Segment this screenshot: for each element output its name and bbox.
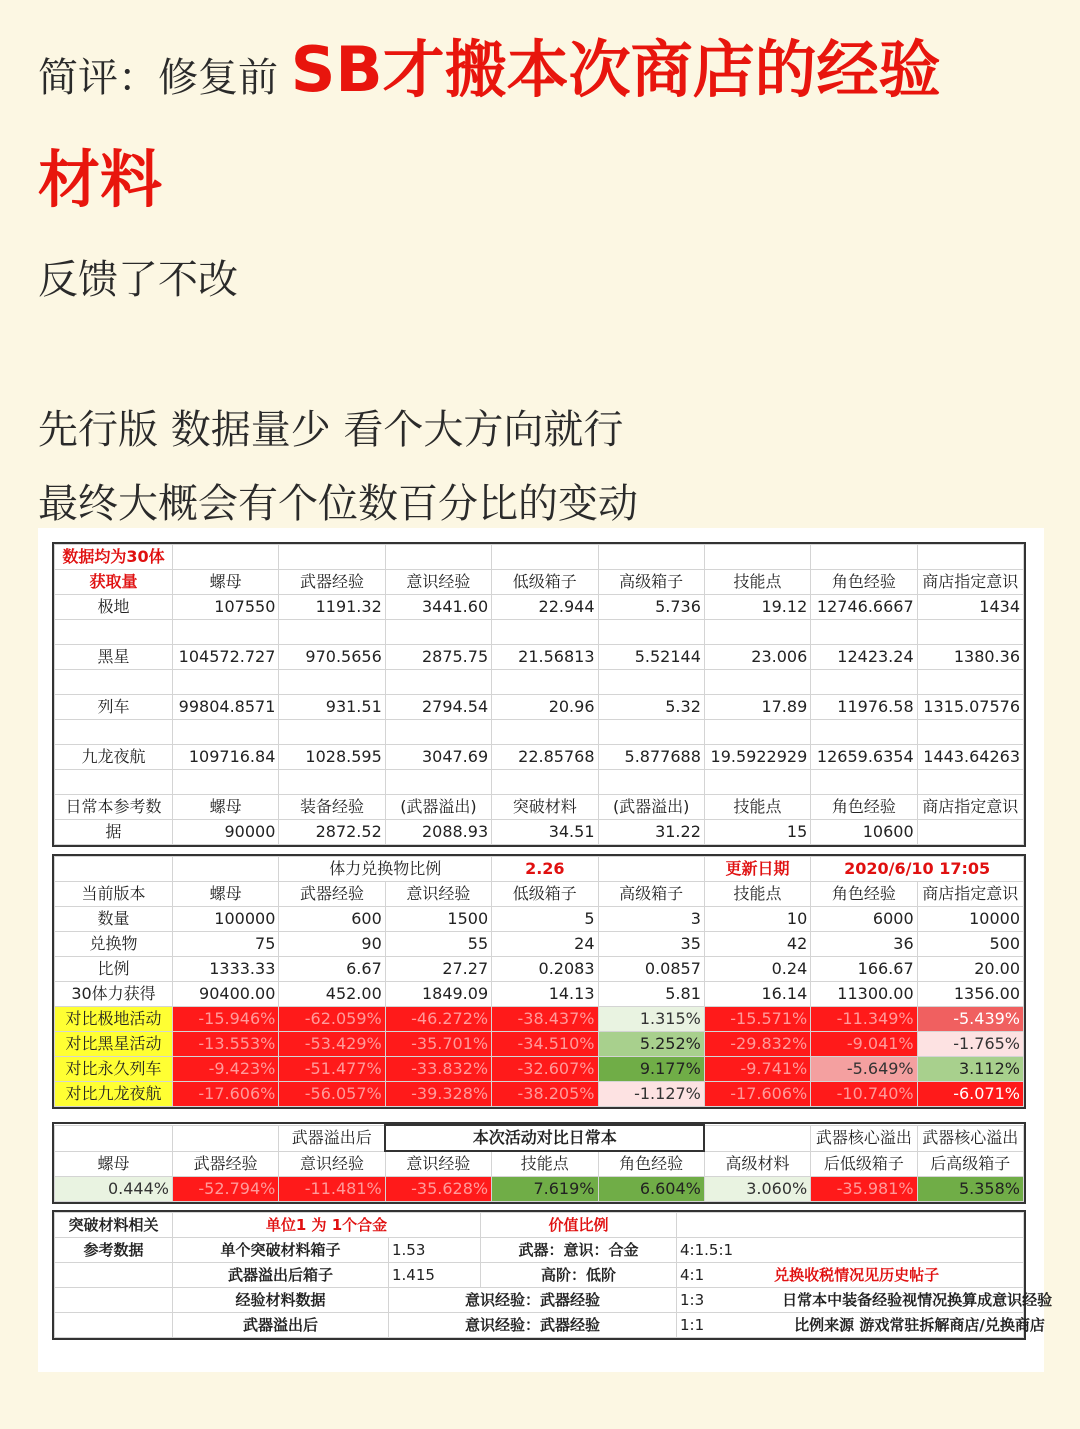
table-cell: 34.51	[492, 820, 598, 845]
table-cell: 黑星	[55, 645, 173, 670]
update-value: 2020/6/10 17:05	[811, 857, 1024, 882]
table-cell: 对比黑星活动	[55, 1032, 173, 1057]
table-cell: 90	[279, 932, 385, 957]
table-cell: 24	[492, 932, 598, 957]
table-cell: 7.619%	[492, 1177, 598, 1202]
table-cell: -35.628%	[385, 1177, 491, 1202]
compare-title: 本次活动对比日常本	[385, 1125, 704, 1151]
table-cell: 6.604%	[598, 1177, 704, 1202]
table-cell: 100000	[173, 907, 279, 932]
update-label: 更新日期	[704, 857, 810, 882]
table-cell: 600	[279, 907, 385, 932]
table-cell: 0.24	[704, 957, 810, 982]
table-cell: 0.0857	[598, 957, 704, 982]
table-cell: 21.56813	[492, 645, 598, 670]
table-cell: 6.67	[279, 957, 385, 982]
table-cell: -10.740%	[811, 1082, 917, 1107]
t1-daily-values-row	[55, 820, 1024, 845]
table-cell	[917, 720, 1023, 745]
table-cell: 价值比例	[481, 1213, 677, 1238]
table-cell: 30体力获得	[55, 982, 173, 1007]
table-cell: 1191.32	[279, 595, 385, 620]
table-cell	[598, 770, 704, 795]
table-cell	[385, 770, 491, 795]
table-cell	[55, 1263, 173, 1288]
table-cell: -11.349%	[811, 1007, 917, 1032]
table-cell: 27.27	[385, 957, 491, 982]
table-cell: 15	[704, 820, 810, 845]
table-cell: -32.607%	[492, 1057, 598, 1082]
table-cell	[279, 720, 385, 745]
table-cell: -1.765%	[917, 1032, 1023, 1057]
table-cell: 螺母	[173, 795, 279, 820]
table-cell: 2875.75	[385, 645, 491, 670]
table-cell	[811, 620, 917, 645]
table-cell	[279, 620, 385, 645]
table-cell	[598, 670, 704, 695]
table-cell: 20.96	[492, 695, 598, 720]
table-cell: 1.315%	[598, 1007, 704, 1032]
table-cell: -35.981%	[811, 1177, 917, 1202]
table-cell: 高级材料	[704, 1151, 810, 1177]
table-cell: 技能点	[704, 882, 810, 907]
table-cell	[55, 770, 173, 795]
table-cell	[811, 770, 917, 795]
table-cell: -51.477%	[279, 1057, 385, 1082]
table-cell: 武器溢出后	[173, 1313, 389, 1338]
table-cell	[492, 670, 598, 695]
table-cell: 日常本参考数	[55, 795, 173, 820]
comment-line-5: 最终大概会有个位数百分比的变动	[38, 481, 638, 527]
table-cell: 比例	[55, 957, 173, 982]
compare-row	[55, 1032, 1024, 1057]
table-cell	[811, 545, 917, 570]
table-cell: 5	[492, 907, 598, 932]
table-cell: 3	[598, 907, 704, 932]
table-cell: 低级箱子	[492, 570, 598, 595]
table-cell	[598, 857, 704, 882]
table-cell	[279, 545, 385, 570]
table-cell: -6.071%	[917, 1082, 1023, 1107]
table-cell: 意识经验	[385, 570, 491, 595]
table-cell	[917, 820, 1023, 845]
table-cell: 23.006	[704, 645, 810, 670]
table-cell: 166.67	[811, 957, 917, 982]
table-cell	[811, 670, 917, 695]
table-cell: 104572.727	[173, 645, 279, 670]
table-cell: 3047.69	[385, 745, 491, 770]
table-cell: 高级箱子	[598, 882, 704, 907]
table-cell: 16.14	[704, 982, 810, 1007]
reference-table	[52, 1210, 1053, 1340]
table-cell: 意识经验：武器经验	[389, 1313, 677, 1338]
table-cell	[55, 670, 173, 695]
table-cell: 19.5922929	[704, 745, 810, 770]
table-row	[55, 745, 1024, 770]
table-cell	[385, 670, 491, 695]
table-cell	[598, 620, 704, 645]
comment-line-3: 反馈了不改	[38, 257, 238, 303]
table-cell: 参考数据	[55, 1238, 173, 1263]
table-cell	[55, 1125, 173, 1151]
table-cell	[173, 857, 279, 882]
table-cell: -5.439%	[917, 1007, 1023, 1032]
table-cell: -17.606%	[704, 1082, 810, 1107]
table-cell: 高级箱子	[598, 570, 704, 595]
table-cell: -38.437%	[492, 1007, 598, 1032]
table-cell: 970.5656	[279, 645, 385, 670]
table-cell: 5.736	[598, 595, 704, 620]
table-cell: 1356.00	[917, 982, 1023, 1007]
table-cell	[704, 620, 810, 645]
comment-prefix: 简评：修复前	[38, 55, 278, 101]
ratio-label: 体力兑换物比例	[279, 857, 492, 882]
table-cell: 500	[917, 932, 1023, 957]
table-cell: 对比极地活动	[55, 1007, 173, 1032]
table-cell: 9.177%	[598, 1057, 704, 1082]
current-version-table	[52, 854, 1026, 1109]
comment-highlight-2: 材料	[38, 143, 163, 216]
table-cell: -53.429%	[279, 1032, 385, 1057]
table-cell	[677, 1213, 1024, 1238]
table-cell: 螺母	[55, 1151, 173, 1177]
table-cell	[492, 720, 598, 745]
table-cell: 武器：意识：合金	[481, 1238, 677, 1263]
table-row	[55, 957, 1024, 982]
table-cell: 极地	[55, 595, 173, 620]
table-cell	[385, 720, 491, 745]
table-cell	[917, 670, 1023, 695]
table-cell	[55, 1288, 173, 1313]
table-cell: 12659.6354	[811, 745, 917, 770]
table-cell: 5.877688	[598, 745, 704, 770]
table-cell: 35	[598, 932, 704, 957]
table-cell: 经验材料数据	[173, 1288, 389, 1313]
table-cell: 装备经验	[279, 795, 385, 820]
table-cell: 4:1 兑换收税情况见历史帖子	[677, 1263, 1024, 1288]
table-cell	[492, 770, 598, 795]
table-cell: -33.832%	[385, 1057, 491, 1082]
table-cell: 20.00	[917, 957, 1023, 982]
event-yield-table	[52, 542, 1026, 847]
table-row	[55, 645, 1024, 670]
table-cell: -62.059%	[279, 1007, 385, 1032]
table-cell	[704, 720, 810, 745]
table-cell: 4:1.5:1	[677, 1238, 1024, 1263]
compare-row	[55, 1007, 1024, 1032]
table-cell	[55, 720, 173, 745]
table-cell: 1333.33	[173, 957, 279, 982]
table-cell: 5.358%	[917, 1177, 1023, 1202]
comment-line-4: 先行版 数据量少 看个大方向就行	[38, 407, 624, 453]
t2-header-row	[55, 882, 1024, 907]
table-row	[55, 595, 1024, 620]
table-row	[55, 907, 1024, 932]
table-cell: 武器核心溢出	[917, 1125, 1023, 1151]
table-cell: 1028.595	[279, 745, 385, 770]
t1-title: 数据均为30体	[55, 545, 173, 570]
table-cell: 技能点	[704, 795, 810, 820]
table-cell	[598, 545, 704, 570]
table-cell: 列车	[55, 695, 173, 720]
table-cell: 12423.24	[811, 645, 917, 670]
table-cell	[279, 770, 385, 795]
table-cell	[917, 545, 1023, 570]
table-cell	[704, 770, 810, 795]
table-cell	[173, 670, 279, 695]
table-cell: 意识经验	[385, 1151, 491, 1177]
table-cell	[917, 620, 1023, 645]
daily-compare-table	[52, 1122, 1026, 1204]
table-cell: 75	[173, 932, 279, 957]
table-cell: 技能点	[704, 570, 810, 595]
table-row	[55, 932, 1024, 957]
t1-header-row	[55, 570, 1024, 595]
table-cell: 后高级箱子	[917, 1151, 1023, 1177]
table-cell: 商店指定意识	[917, 570, 1023, 595]
comment-line-1	[38, 20, 941, 109]
table-cell: 6000	[811, 907, 917, 932]
table-cell: 单位1 为 1个合金	[173, 1213, 481, 1238]
table-cell: -9.423%	[173, 1057, 279, 1082]
table-cell	[811, 720, 917, 745]
table-cell: -39.328%	[385, 1082, 491, 1107]
table-cell: 1.415	[389, 1263, 481, 1288]
table-cell: -5.649%	[811, 1057, 917, 1082]
table-cell: 九龙夜航	[55, 745, 173, 770]
spreadsheet-image	[38, 528, 1053, 1372]
table-cell: 10000	[917, 907, 1023, 932]
table-cell: 兑换物	[55, 932, 173, 957]
table-cell: 5.81	[598, 982, 704, 1007]
table-cell: 1849.09	[385, 982, 491, 1007]
table-cell	[492, 620, 598, 645]
table-cell: 3.060%	[704, 1177, 810, 1202]
table-cell: 对比永久列车	[55, 1057, 173, 1082]
table-cell: 5.52144	[598, 645, 704, 670]
table-cell	[173, 770, 279, 795]
table-cell: -56.057%	[279, 1082, 385, 1107]
table-cell: 10	[704, 907, 810, 932]
table-cell	[917, 770, 1023, 795]
table-cell: 角色经验	[811, 882, 917, 907]
table-cell: -35.701%	[385, 1032, 491, 1057]
table-cell: 商店指定意识	[917, 882, 1023, 907]
table-cell	[55, 1313, 173, 1338]
table-cell: 获取量	[55, 570, 173, 595]
table-cell: 数量	[55, 907, 173, 932]
table-cell	[492, 545, 598, 570]
t1-daily-header-row	[55, 795, 1024, 820]
table-cell: -11.481%	[279, 1177, 385, 1202]
table-cell	[704, 545, 810, 570]
compare-row	[55, 1057, 1024, 1082]
table-cell: 109716.84	[173, 745, 279, 770]
table-cell	[55, 620, 173, 645]
table-cell: -9.041%	[811, 1032, 917, 1057]
table-cell	[385, 620, 491, 645]
table-cell: 武器经验	[173, 1151, 279, 1177]
table-cell: -34.510%	[492, 1032, 598, 1057]
table-cell: 意识经验	[385, 882, 491, 907]
table-cell: 931.51	[279, 695, 385, 720]
table-cell: 高阶：低阶	[481, 1263, 677, 1288]
table-cell: 武器溢出后	[279, 1125, 385, 1151]
table-cell: -46.272%	[385, 1007, 491, 1032]
table-cell	[173, 545, 279, 570]
table-cell: 螺母	[173, 570, 279, 595]
table-cell: 2794.54	[385, 695, 491, 720]
table-cell: 武器经验	[279, 570, 385, 595]
table-cell: 后低级箱子	[811, 1151, 917, 1177]
table-cell: 1315.07576	[917, 695, 1023, 720]
table-cell: 107550	[173, 595, 279, 620]
table-cell: 1434	[917, 595, 1023, 620]
table-cell: 0.2083	[492, 957, 598, 982]
table-cell: -17.606%	[173, 1082, 279, 1107]
table-cell: -29.832%	[704, 1032, 810, 1057]
table-cell	[279, 670, 385, 695]
table-cell	[598, 720, 704, 745]
table-cell: 12746.6667	[811, 595, 917, 620]
table-cell: 意识经验：武器经验	[389, 1288, 677, 1313]
table-cell: -1.127%	[598, 1082, 704, 1107]
table-cell: -52.794%	[173, 1177, 279, 1202]
table-row	[55, 695, 1024, 720]
table-cell: 对比九龙夜航	[55, 1082, 173, 1107]
table-cell	[173, 720, 279, 745]
table-cell: 14.13	[492, 982, 598, 1007]
table-cell: 技能点	[492, 1151, 598, 1177]
table-cell: 19.12	[704, 595, 810, 620]
table-cell: 武器溢出后箱子	[173, 1263, 389, 1288]
table-cell: 3441.60	[385, 595, 491, 620]
table-cell: -13.553%	[173, 1032, 279, 1057]
table-row	[55, 982, 1024, 1007]
table-cell	[704, 1125, 810, 1151]
table-cell: 17.89	[704, 695, 810, 720]
table-cell: 11300.00	[811, 982, 917, 1007]
table-cell: 99804.8571	[173, 695, 279, 720]
t3-header-row	[55, 1151, 1024, 1177]
table-cell	[173, 620, 279, 645]
table-cell: 当前版本	[55, 882, 173, 907]
table-cell: 商店指定意识	[917, 795, 1023, 820]
table-cell: 11976.58	[811, 695, 917, 720]
table-cell: 36	[811, 932, 917, 957]
table-cell: 1:1 比例来源 游戏常驻拆解商店/兑换商店	[677, 1313, 1024, 1338]
table-cell: 90000	[173, 820, 279, 845]
table-cell: 1.53	[389, 1238, 481, 1263]
table-cell: (武器溢出)	[385, 795, 491, 820]
table-cell: 0.444%	[55, 1177, 173, 1202]
table-cell: 1443.64263	[917, 745, 1023, 770]
table-cell: 角色经验	[811, 570, 917, 595]
table-cell: 3.112%	[917, 1057, 1023, 1082]
table-cell: 武器核心溢出	[811, 1125, 917, 1151]
table-cell: 1500	[385, 907, 491, 932]
compare-row	[55, 1082, 1024, 1107]
table-cell: 武器经验	[279, 882, 385, 907]
table-cell: 1:3 日常本中装备经验视情况换算成意识经验	[677, 1288, 1024, 1313]
table-cell: 低级箱子	[492, 882, 598, 907]
table-cell: 单个突破材料箱子	[173, 1238, 389, 1263]
table-cell: 螺母	[173, 882, 279, 907]
table-cell: 90400.00	[173, 982, 279, 1007]
table-cell	[55, 857, 173, 882]
table-cell: 1380.36	[917, 645, 1023, 670]
table-cell: (武器溢出)	[598, 795, 704, 820]
table-cell: 5.252%	[598, 1032, 704, 1057]
ratio-value: 2.26	[492, 857, 598, 882]
table-cell: 角色经验	[598, 1151, 704, 1177]
table-cell: 31.22	[598, 820, 704, 845]
table-cell: 突破材料相关	[55, 1213, 173, 1238]
table-cell: 452.00	[279, 982, 385, 1007]
table-cell: 2872.52	[279, 820, 385, 845]
table-cell: 突破材料	[492, 795, 598, 820]
table-cell: -38.205%	[492, 1082, 598, 1107]
table-cell: 2088.93	[385, 820, 491, 845]
table-cell	[704, 670, 810, 695]
table-cell: -15.946%	[173, 1007, 279, 1032]
table-cell: 10600	[811, 820, 917, 845]
table-cell: -15.571%	[704, 1007, 810, 1032]
comment-highlight: SB才搬本次商店的经验	[290, 33, 941, 106]
table-cell	[385, 545, 491, 570]
table-cell: 22.85768	[492, 745, 598, 770]
table-cell: 55	[385, 932, 491, 957]
table-cell: -9.741%	[704, 1057, 810, 1082]
table-cell: 22.944	[492, 595, 598, 620]
table-cell: 角色经验	[811, 795, 917, 820]
table-cell: 意识经验	[279, 1151, 385, 1177]
table-cell	[173, 1125, 279, 1151]
table-cell: 5.32	[598, 695, 704, 720]
table-cell: 42	[704, 932, 810, 957]
table-cell: 据	[55, 820, 173, 845]
table-row	[55, 1177, 1024, 1202]
